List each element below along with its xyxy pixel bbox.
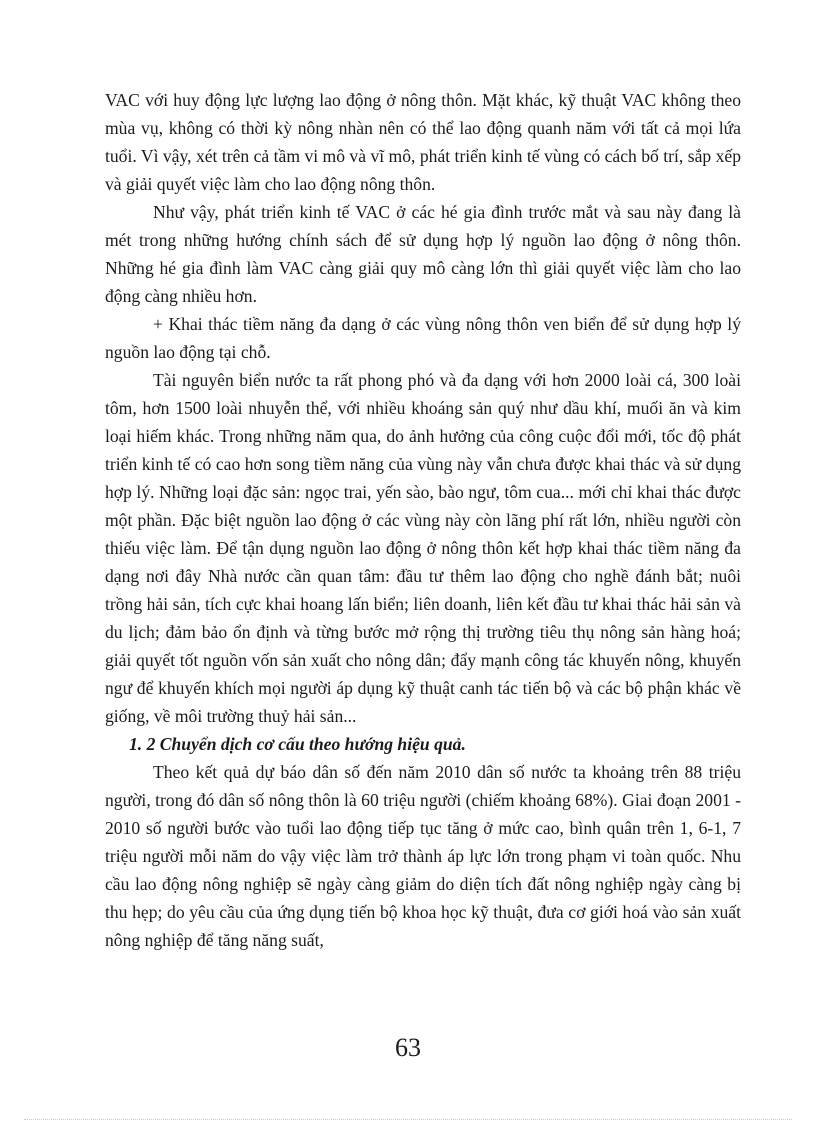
paragraph-population-forecast: Theo kết quả dự báo dân số đến năm 2010 dân số nước ta khoảng trên 88 triệu người, trong đó dân số nông thôn là 60 triệu người (chiếm khoảng 68%). Giai đoạn 2001 - 2010 số người bước vào tuổi lao động tiếp tục tăng ở mức cao, bình quân trên 1, 6-1, 7 triệu người mỗi năm do vậy việc làm trở thành áp lực lớn trong phạm vi toàn quốc. Nhu cầu lao động nông nghiệp sẽ ngày càng giảm do diện tích đất nông nghiệp ngày càng bị thu hẹp; do yêu cầu của ứng dụng tiến bộ khoa học kỹ thuật, đưa cơ giới hoá vào sản xuất nông nghiệp để tăng năng suất, [105,762,741,950]
paragraph-vac-labor: VAC với huy động lực lượng lao động ở nông thôn. Mặt khác, kỹ thuật VAC không theo mùa vụ, không có thời kỳ nông nhàn nên có thể lao động quanh năm với tất cả mọi lứa tuổi. Vì vậy, xét trên cả tầm vi mô và vĩ mô, phát triển kinh tế vùng có cách bố trí, sắp xếp và giải quyết việc làm cho lao động nông thôn. [105,90,741,194]
paragraph-marine-resources: Tài nguyên biển nước ta rất phong phó và đa dạng với hơn 2000 loài cá, 300 loài tôm, hơn 1500 loài nhuyễn thể, với nhiều khoáng sản quý như dầu khí, muối ăn và kim loại hiếm khác. Trong những năm qua, do ảnh hưởng của công cuộc đổi mới, tốc độ phát triển kinh tế có cao hơn song tiềm năng của vùng này vẫn chưa được khai thác và sử dụng hợp lý. Những loại đặc sản: ngọc trai, yến sào, bào ngư, tôm cua... mới chỉ khai thác được một phần. Đặc biệt nguồn lao động ở các vùng này còn lãng phí rất lớn, nhiều người còn thiếu việc làm. Để tận dụng nguồn lao động ở nông thôn kết hợp khai thác tiềm năng đa dạng nơi đây Nhà nước cần quan tâm: đầu tư thêm lao động cho nghề đánh bắt; nuôi trồng hải sản, tích cực khai hoang lấn biển; liên doanh, liên kết đầu tư khai thác hải sản và du lịch; đảm bảo ổn định và từng bước mở rộng thị trường tiêu thụ nông sản hàng hoá; giải quyết tốt nguồn vốn sản xuất cho nông dân; đẩy mạnh công tác khuyến nông, khuyến ngư để khuyến khích mọi người áp dụng kỹ thuật canh tác tiến bộ và các bộ phận khác về giống, về môi trường thuỷ hải sản... [105,370,741,726]
page-number: 63 [395,1033,421,1062]
footer-divider [24,1119,792,1120]
body-text [105,86,741,954]
paragraph-coastal-potential: + Khai thác tiềm năng đa dạng ở các vùng nông thôn ven biển để sử dụng hợp lý nguồn lao động tại chỗ. [105,314,741,362]
section-heading: 1. 2 Chuyển dịch cơ cấu theo hướng hiệu quả. [129,734,466,754]
paragraph-household-vac: Như vậy, phát triển kinh tế VAC ở các hé gia đình trước mắt và sau này đang là mét trong những hướng chính sách để sử dụng hợp lý nguồn lao động ở nông thôn. Những hé gia đình làm VAC càng giải quy mô càng lớn thì giải quyết việc làm cho lao động càng nhiều hơn. [105,202,741,306]
